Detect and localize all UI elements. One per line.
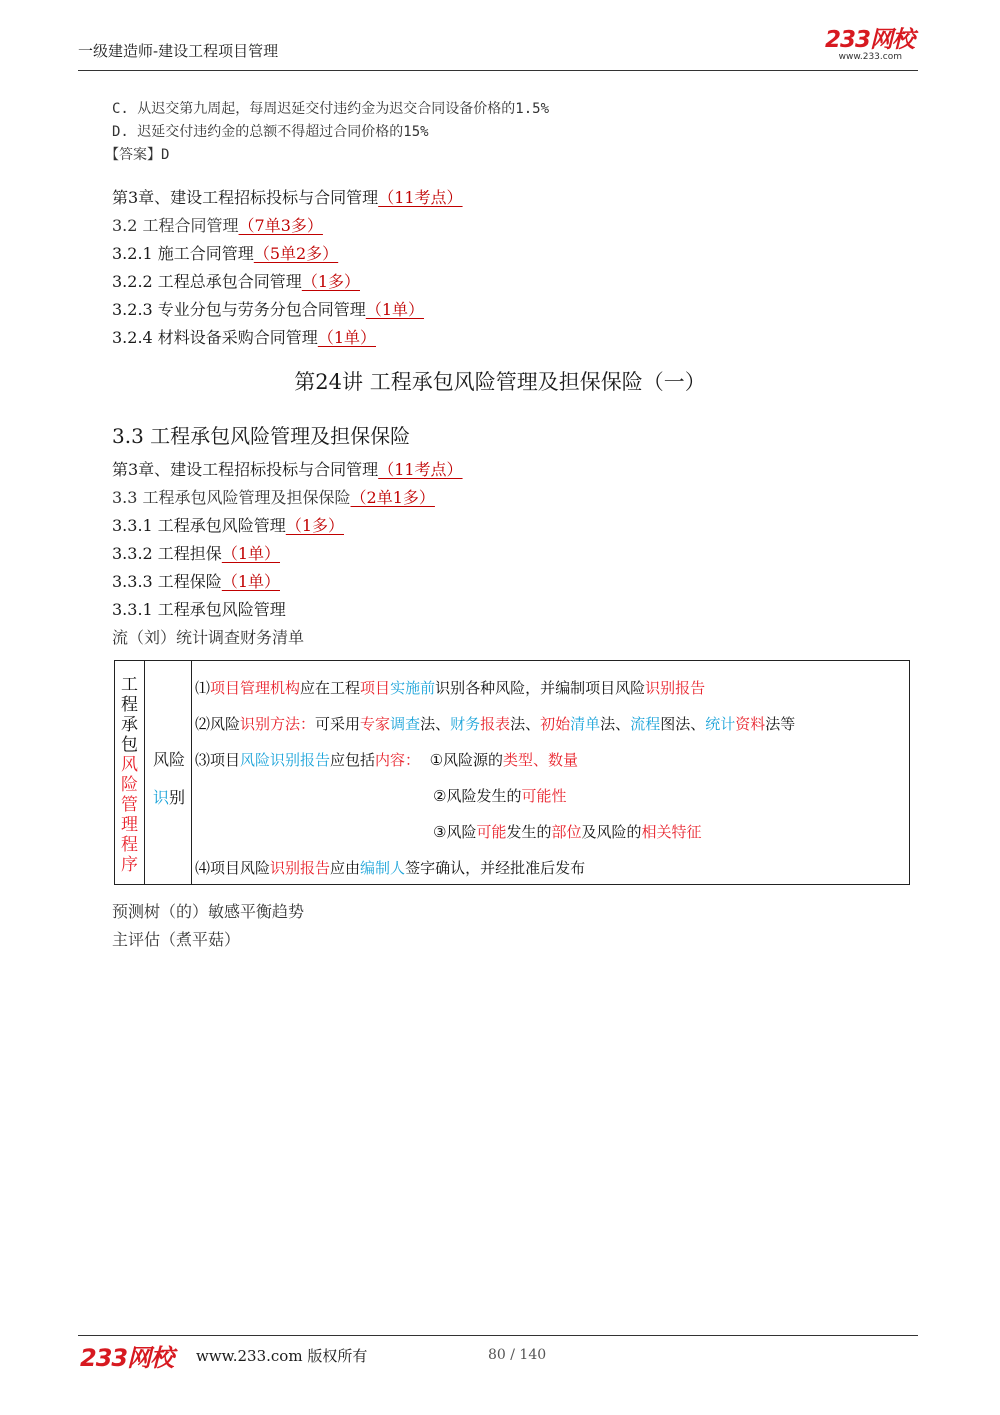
table-row-segment: 识别方法：: [240, 715, 316, 733]
outline1-item: 3.2.4 材料设备采购合同管理（1单）: [112, 328, 376, 347]
mnemonic-2: 预测树（的）敏感平衡趋势: [112, 902, 305, 921]
table-row-segment: ⑶项目: [195, 751, 241, 769]
table-row-segment: 及风险的: [581, 823, 642, 841]
table-row-segment: 图法、: [660, 715, 706, 733]
option-d: D. 迟延交付违约金的总额不得超过合同价格的15%: [112, 124, 429, 140]
outline2-item: 3.3.2 工程担保（1单）: [112, 544, 280, 563]
section-title: 3.3 工程承包风险管理及担保保险: [112, 424, 411, 448]
table-row-segment: 编制人: [360, 859, 406, 877]
table-row-segment: ⑴: [195, 679, 211, 697]
outline1-item: 3.2.3 专业分包与劳务分包合同管理（1单）: [112, 300, 424, 319]
table-row-segment: 清单: [570, 715, 601, 733]
logo-text: 233网校: [824, 27, 914, 53]
table-row-segment: 财务: [450, 715, 481, 733]
table-row-segment: 初始: [540, 715, 571, 733]
table-row-segment: 风险识别报告: [240, 751, 331, 769]
page-number: 80 / 140: [488, 1347, 547, 1363]
table-vertical-heading: 工 程 承 包 风 险 管 理 程 序: [115, 661, 145, 885]
table-row-segment: 识别各种风险，并编制项目风险: [435, 679, 646, 697]
brand-logo: [825, 28, 914, 62]
table-row-segment: 识别报告: [270, 859, 331, 877]
table-row-segment: 资料: [735, 715, 766, 733]
table-row-segment: ⑷项目风险: [195, 859, 271, 877]
table-row-segment: 可采用: [315, 715, 361, 733]
table-row-segment: 可能: [476, 823, 507, 841]
logo-url: www.233.com: [838, 52, 902, 62]
header-divider: [78, 70, 918, 71]
table-row-segment: 内容：: [375, 751, 421, 769]
risk-identification-table: [114, 660, 910, 885]
footer-divider: [78, 1335, 918, 1336]
outline2-item: 第3章、建设工程招标投标与合同管理（11考点）: [112, 460, 463, 479]
table-row: [195, 677, 705, 698]
table-row-segment: 专家: [360, 715, 391, 733]
table-row-segment: 调查: [390, 715, 421, 733]
table-row-segment: 应包括: [330, 751, 376, 769]
table-row-segment: 项目: [360, 679, 391, 697]
outline1-item: 3.2.2 工程总承包合同管理（1多）: [112, 272, 360, 291]
mnemonic-3: 主评估（煮平菇）: [112, 930, 241, 949]
footer-logo: 233网校: [80, 1344, 174, 1372]
table-row-segment: ②风险发生的: [433, 787, 522, 805]
subsection-title: 3.3.1 工程承包风险管理: [112, 600, 286, 619]
table-row-segment: 项目管理机构: [210, 679, 301, 697]
table-row-segment: 识别报告: [645, 679, 706, 697]
table-row-segment: ③风险: [433, 823, 477, 841]
outline1-item: 3.2.1 施工合同管理（5单2多）: [112, 244, 339, 263]
table-row-segment: 相关特征: [641, 823, 702, 841]
outline2-item: 3.3 工程承包风险管理及担保保险（2单1多）: [112, 488, 435, 507]
footer-copyright: www.233.com 版权所有: [196, 1347, 368, 1365]
table-row-segment: 部位: [551, 823, 582, 841]
table-row-segment: 统计: [705, 715, 736, 733]
table-row-segment: 应在工程: [300, 679, 361, 697]
table-row-segment: 法、: [510, 715, 541, 733]
answer: 【答案】D: [105, 147, 170, 163]
outline2-item: 3.3.1 工程承包风险管理（1多）: [112, 516, 344, 535]
table-row: [433, 821, 702, 842]
table-category-cell: 风险 识别: [147, 661, 192, 885]
table-row: [195, 857, 585, 878]
table-row-segment: 发生的: [506, 823, 552, 841]
table-row-segment: 类型、数量: [503, 751, 579, 769]
table-row-segment: 法等: [765, 715, 796, 733]
table-row-segment: 流程: [630, 715, 661, 733]
table-row: [433, 785, 566, 806]
table-row: [195, 713, 795, 734]
table-row-segment: 可能性: [521, 787, 567, 805]
table-row-segment: 签字确认，并经批准后发布: [405, 859, 586, 877]
outline1-item: 3.2 工程合同管理（7单3多）: [112, 216, 323, 235]
table-row-segment: 应由: [330, 859, 361, 877]
table-row: [195, 749, 578, 770]
table-row-segment: 法、: [600, 715, 631, 733]
table-row-segment: 实施前: [390, 679, 436, 697]
mnemonic-1: 流（刘）统计调查财务清单: [112, 628, 305, 647]
lecture-title: 第24讲 工程承包风险管理及担保保险（一）: [294, 370, 706, 394]
header-title: 一级建造师-建设工程项目管理: [78, 42, 279, 60]
table-row-segment: ①风险源的: [420, 751, 504, 769]
outline1-item: 第3章、建设工程招标投标与合同管理（11考点）: [112, 188, 463, 207]
table-row-segment: ⑵风险: [195, 715, 241, 733]
option-c: C. 从迟交第九周起，每周迟延交付违约金为迟交合同设备价格的1.5%: [112, 101, 549, 117]
outline2-item: 3.3.3 工程保险（1单）: [112, 572, 280, 591]
table-row-segment: 报表: [480, 715, 511, 733]
table-row-segment: 法、: [420, 715, 451, 733]
